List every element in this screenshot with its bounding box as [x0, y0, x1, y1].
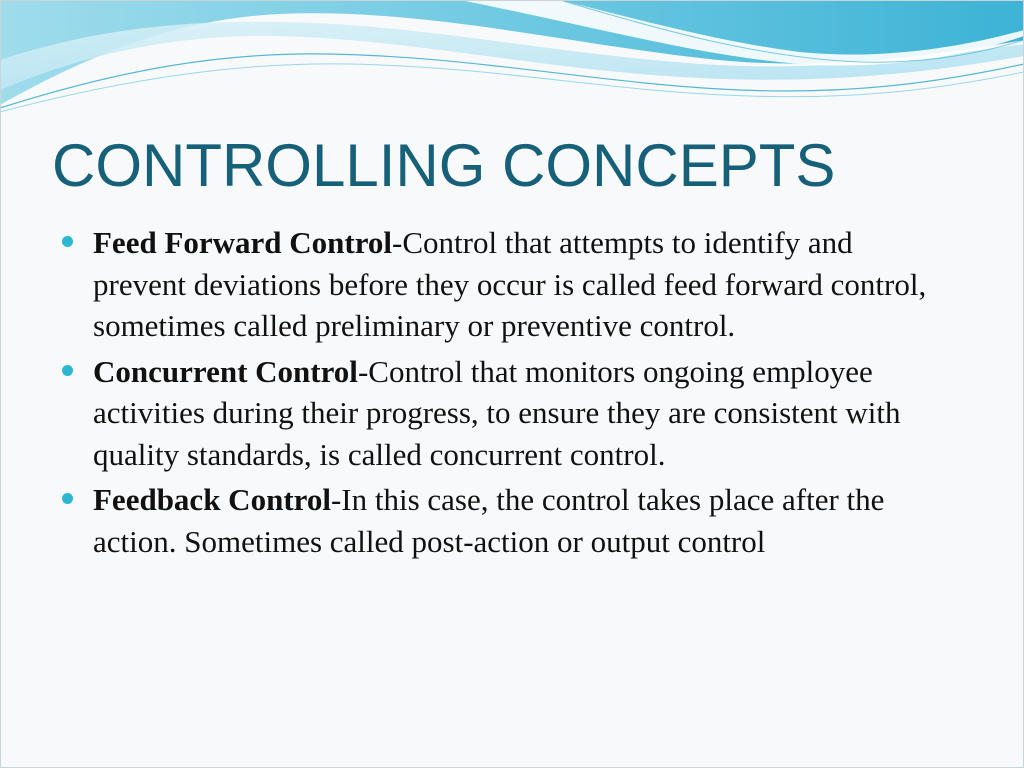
bullet-dot-icon	[62, 365, 73, 376]
bullet-term: Concurrent Control	[93, 353, 358, 389]
wave-header-decoration	[0, 0, 1024, 120]
bullet-item-feed-forward	[62, 222, 942, 347]
bullet-text: -Control that monitors ongoing employee activities during their progress, to ensure they are consistent with quality standards, is called concurrent control.	[93, 353, 901, 472]
bullet-list	[62, 222, 942, 566]
slide-title: CONTROLLING CONCEPTS	[52, 132, 836, 199]
bullet-dot-icon	[62, 493, 73, 504]
bullet-term: Feed Forward Control	[93, 225, 393, 260]
bullet-term: Feedback Control	[93, 482, 331, 517]
bullet-item-concurrent	[62, 351, 942, 476]
bullet-item-feedback	[62, 479, 942, 562]
bullet-text: -In this case, the control takes place after the action. Sometimes called post-action or output control	[93, 482, 885, 559]
bullet-text: -Control that attempts to identify and prevent deviations before they occur is called feed forward control, sometimes called preliminary or preventive control.	[93, 225, 927, 343]
bullet-dot-icon	[62, 236, 73, 247]
